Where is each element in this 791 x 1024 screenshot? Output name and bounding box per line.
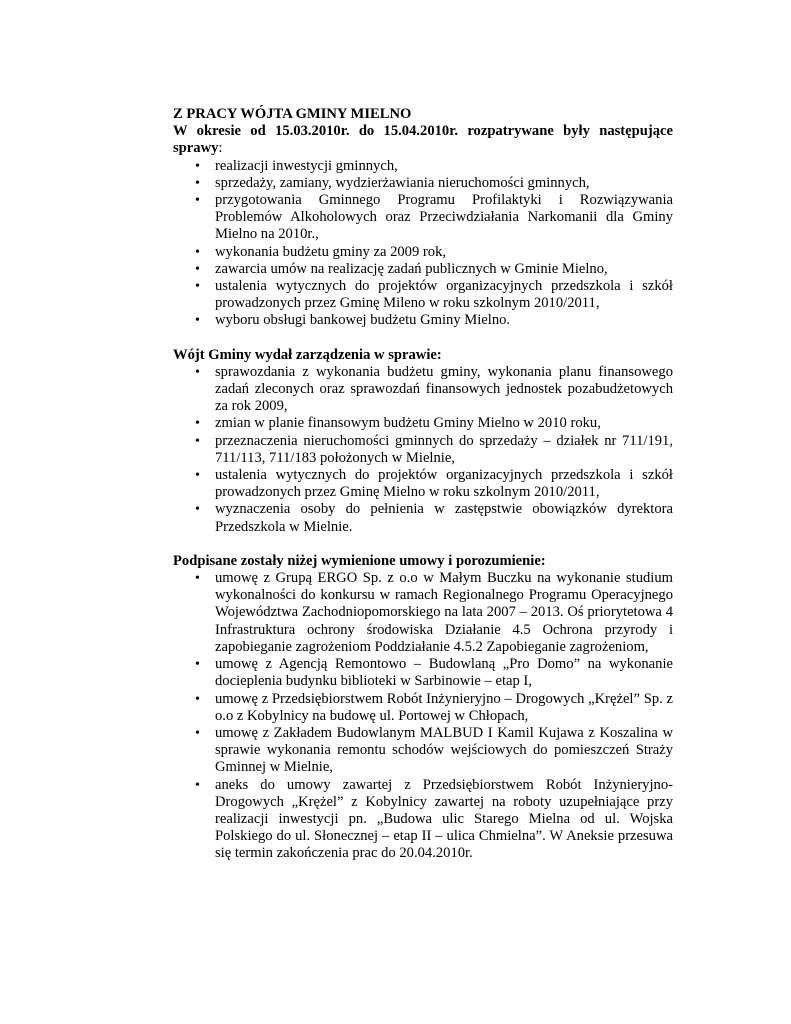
intro-bold-text: W okresie od 15.03.2010r. do 15.04.2010r. rozpatrywane były następujące sprawy <box>173 123 673 157</box>
bullet-icon: • <box>195 657 200 673</box>
intro-paragraph <box>173 123 673 157</box>
list-item-text: sprzedaży, zamiany, wydzierżawiania nieruchomości gminnych, <box>215 174 590 191</box>
list-item <box>173 467 673 501</box>
section3-list <box>173 570 673 862</box>
bullet-icon: • <box>195 158 200 174</box>
list-item <box>173 312 673 329</box>
bullet-icon: • <box>195 416 200 432</box>
bullet-icon: • <box>195 261 200 277</box>
list-item-text: wykonania budżetu gminy za 2009 rok, <box>215 243 447 260</box>
bullet-icon: • <box>195 433 200 449</box>
list-item-text: sprawozdania z wykonania budżetu gminy, wykonania planu finansowego zadań zleconych oraz sprawozdań finansowych jednostek pozabudżetowych za rok 2009, <box>215 363 673 415</box>
section1-list <box>173 158 673 330</box>
list-item-text: wyznaczenia osoby do pełnienia w zastępstwie obowiązków dyrektora Przedszkola w Mielnie. <box>215 501 673 535</box>
list-item-text: zmian w planie finansowym budżetu Gminy Mielno w 2010 roku, <box>215 415 601 432</box>
list-item-text: zawarcia umów na realizację zadań publicznych w Gminie Mielno, <box>215 260 608 277</box>
list-item <box>173 175 673 192</box>
list-item <box>173 433 673 467</box>
bullet-icon: • <box>195 279 200 295</box>
spacer <box>173 536 673 553</box>
list-item <box>173 501 673 535</box>
list-item <box>173 691 673 725</box>
list-item-text: przeznaczenia nieruchomości gminnych do sprzedaży – działek nr 711/191, 711/113, 711/183 położonych w Mielnie, <box>215 432 673 466</box>
list-item <box>173 725 673 777</box>
bullet-icon: • <box>195 502 200 518</box>
bullet-icon: • <box>195 777 200 793</box>
bullet-icon: • <box>195 364 200 380</box>
spacer <box>173 330 673 347</box>
section3-heading: Podpisane zostały niżej wymienione umowy i porozumienie: <box>173 552 546 569</box>
intro-colon: : <box>218 140 223 157</box>
list-item-text: umowę z Przedsiębiorstwem Robót Inżynieryjno – Drogowych „Krężel” Sp. z o.o z Kobylnicy na budowę ul. Portowej w Chłopach, <box>215 690 673 724</box>
bullet-icon: • <box>195 468 200 484</box>
list-item <box>173 192 673 244</box>
list-item <box>173 415 673 432</box>
list-item-text: umowę z Grupą ERGO Sp. z o.o w Małym Buczku na wykonanie studium wykonalności do konkursu w ramach Regionalnego Programu Operacyjnego Województwa Zachodniopomorskiego na lata 2007 – 2013. Oś priorytetowa 4 Infrastruktura ochrony środowiska Działanie 4.5 Ochrona przyrody i zapobieganie zagrożeniom Poddziałanie 4.5.2 Zapobieganie zagrożeniom, <box>215 570 673 655</box>
list-item-text: przygotowania Gminnego Programu Profilaktyki i Rozwiązywania Problemów Alkoholowych oraz Przeciwdziałania Narkomanii dla Gminy Mielno na 2010r., <box>215 192 673 243</box>
list-item-text: umowę z Agencją Remontowo – Budowlaną „Pro Domo” na wykonanie docieplenia budynku biblioteki w Sarbinowie – etap I, <box>215 656 673 690</box>
list-item <box>173 656 673 690</box>
bullet-icon: • <box>195 725 200 741</box>
bullet-icon: • <box>195 193 200 209</box>
list-item <box>173 278 673 312</box>
list-item-text: ustalenia wytycznych do projektów organizacyjnych przedszkola i szkół prowadzonych przez Gminę Mileno w roku szkolnym 2010/2011, <box>215 278 673 312</box>
document-title: Z PRACY WÓJTA GMINY MIELNO <box>173 106 412 122</box>
list-item <box>173 364 673 416</box>
list-item-text: ustalenia wytycznych do projektów organizacyjnych przedszkola i szkół prowadzonych przez Gminę Mielno w roku szkolnym 2010/2011, <box>215 467 673 501</box>
bullet-icon: • <box>195 571 200 587</box>
bullet-icon: • <box>195 244 200 260</box>
bullet-icon: • <box>195 175 200 191</box>
list-item <box>173 777 673 863</box>
list-item-text: umowę z Zakładem Budowlanym MALBUD I Kamil Kujawa z Koszalina w sprawie wykonania remontu schodów wejściowych do pomieszczeń Straży Gminnej w Mielnie, <box>215 724 673 776</box>
bullet-icon: • <box>195 313 200 329</box>
bullet-icon: • <box>195 691 200 707</box>
list-item <box>173 261 673 278</box>
list-item <box>173 244 673 261</box>
list-item <box>173 158 673 175</box>
section2-heading: Wójt Gminy wydał zarządzenia w sprawie: <box>173 346 442 363</box>
document-content <box>173 106 673 863</box>
list-item-text: realizacji inwestycji gminnych, <box>215 157 398 174</box>
list-item-text: wyboru obsługi bankowej budżetu Gminy Mielno. <box>215 312 511 329</box>
list-item <box>173 570 673 656</box>
section2-list <box>173 364 673 536</box>
list-item-text: aneks do umowy zawartej z Przedsiębiorstwem Robót Inżynieryjno-Drogowych „Krężel” z Kobylnicy zawartej na roboty uzupełniające przy realizacji inwestycji pn. „Budowa ulic Starego Mielna od ul. Wojska Polskiego do ul. Słonecznej – etap II – ulica Chmielna”. W Aneksie przesuwa się termin zakończenia prac do 20.04.2010r. <box>215 776 673 862</box>
